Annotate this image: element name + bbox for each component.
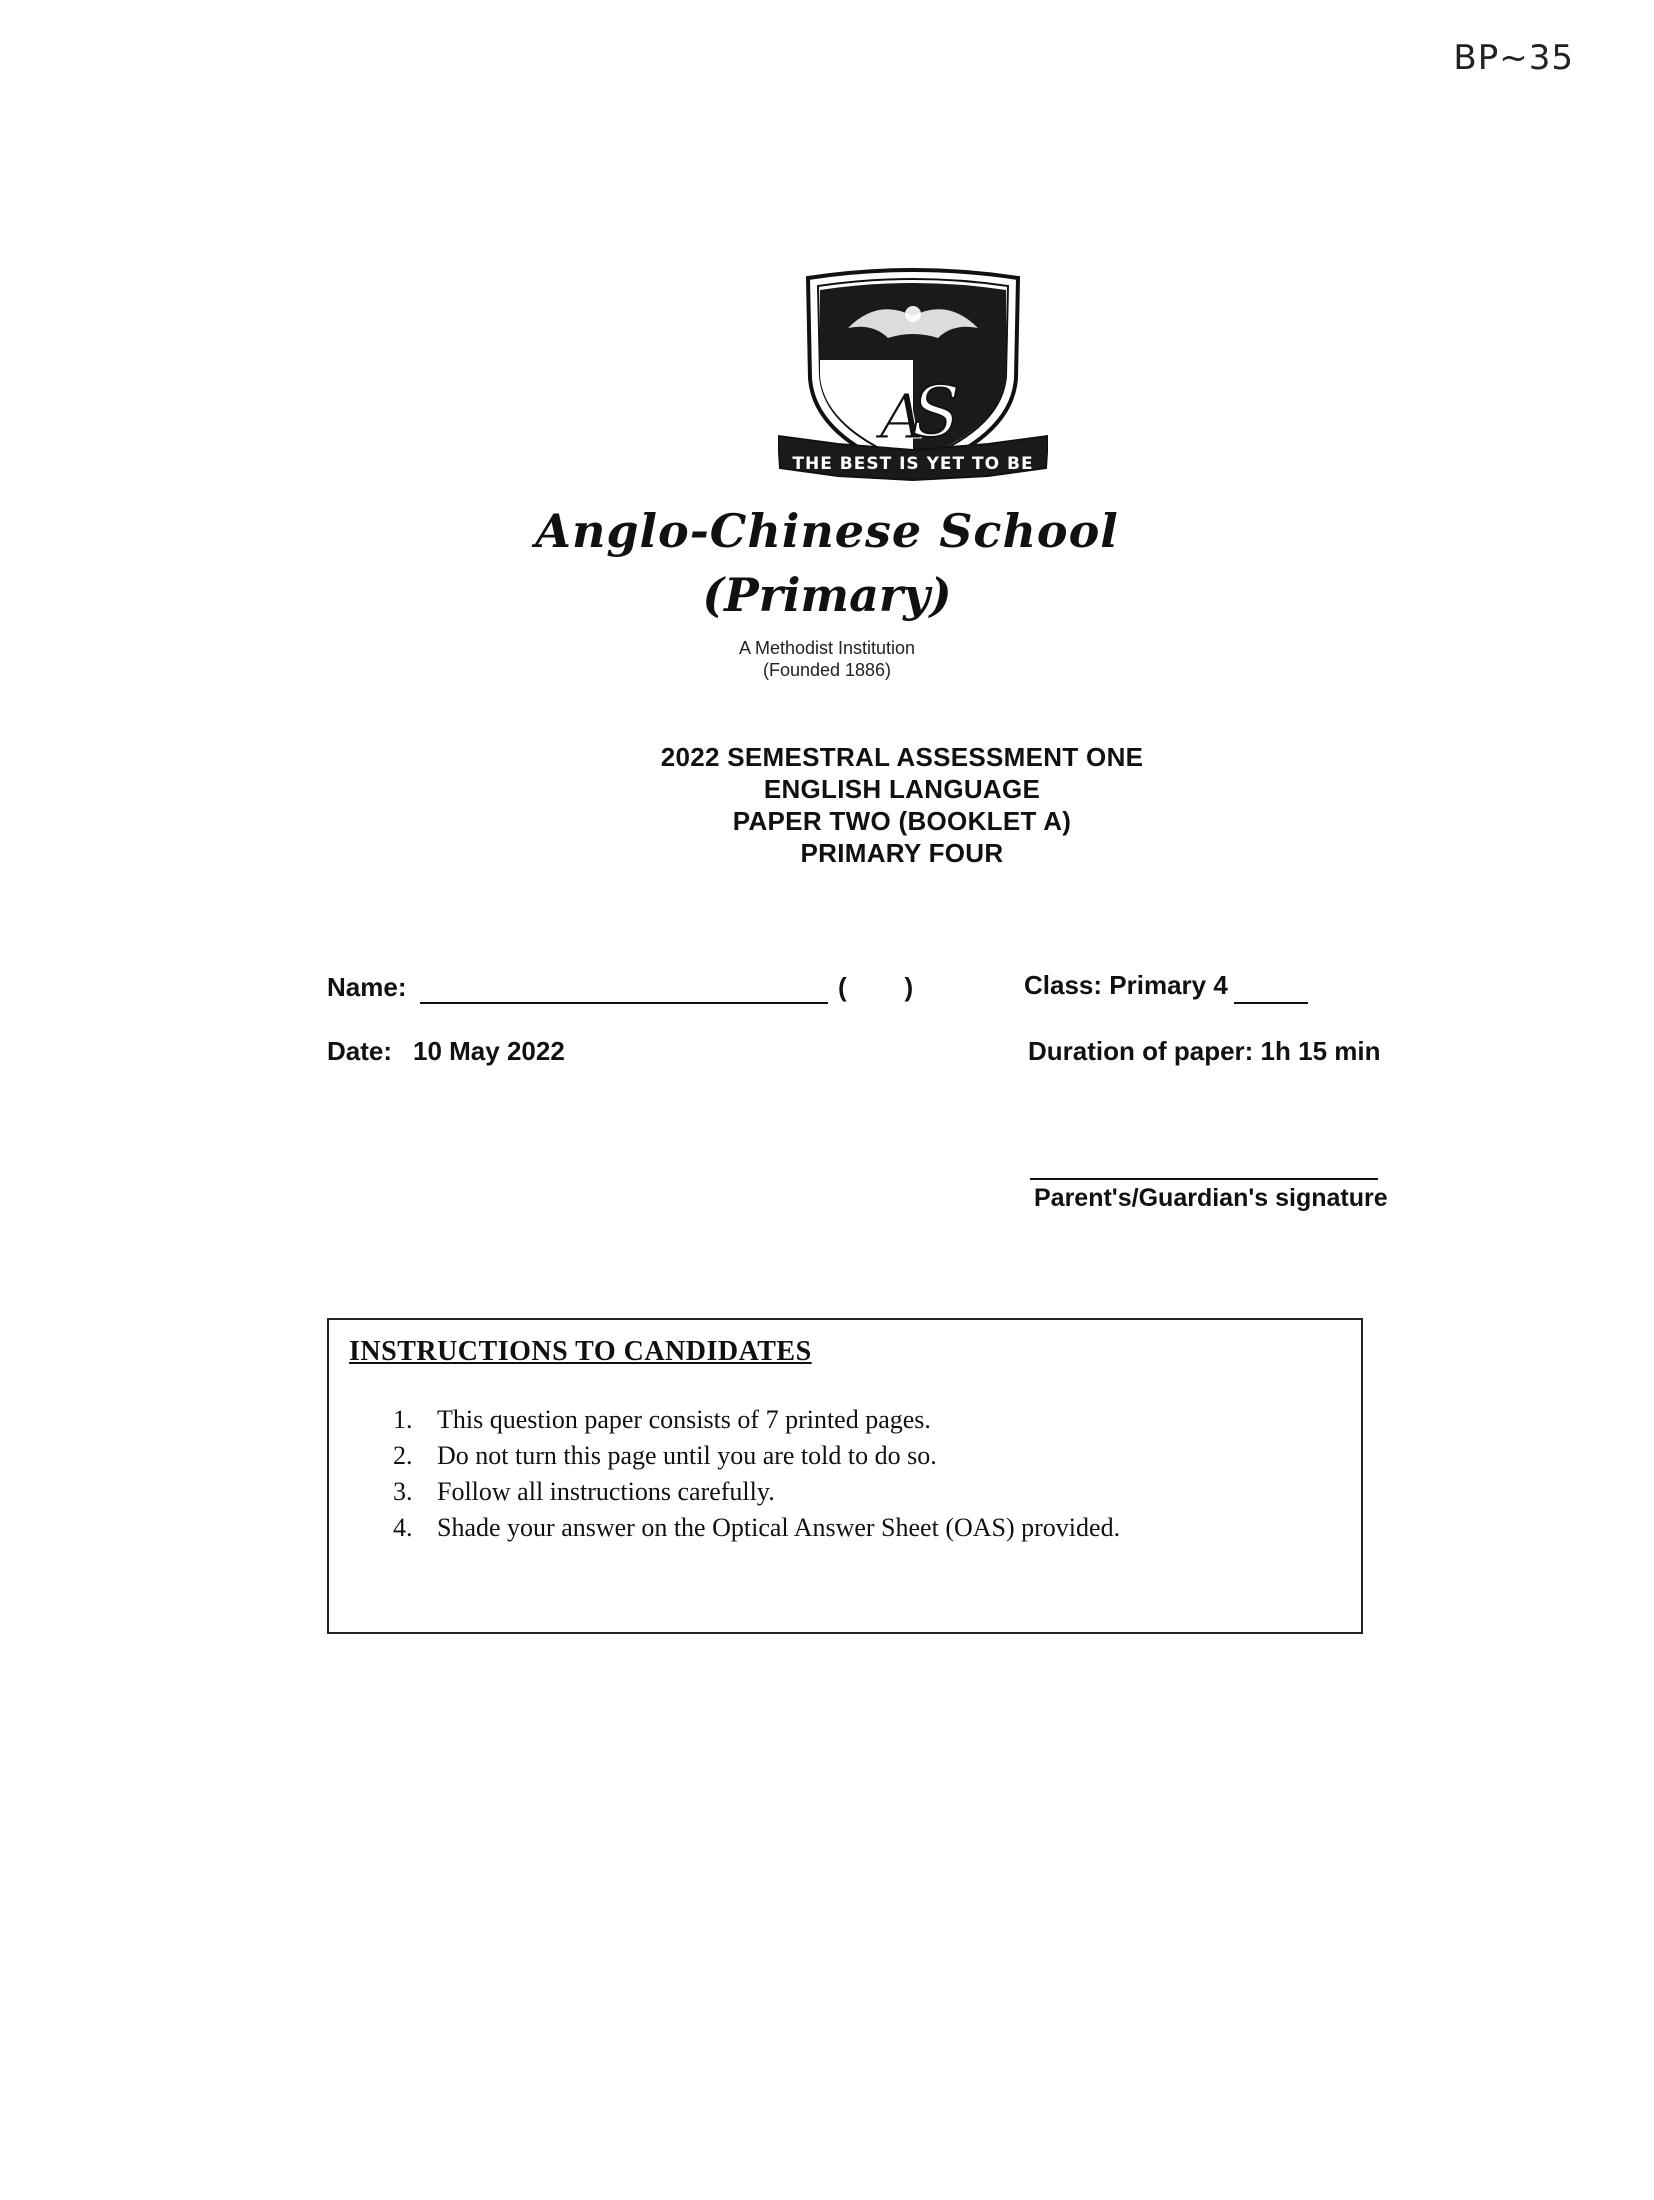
school-name: Anglo-Chinese School: [535, 504, 1119, 558]
crest-monogram: A: [880, 380, 925, 453]
title-line-2: ENGLISH LANGUAGE: [763, 774, 1041, 804]
list-item: [393, 1402, 1120, 1438]
list-item: [393, 1510, 1120, 1546]
signature-label: Parent's/Guardian's signature: [1034, 1184, 1388, 1212]
crest-motto: THE BEST IS YET TO BE: [792, 454, 1034, 474]
list-item: [393, 1438, 1120, 1474]
school-founded: (Founded 1886): [762, 660, 892, 680]
list-item-number: 1.: [393, 1405, 413, 1434]
class-input-line[interactable]: [1234, 1002, 1308, 1004]
index-brackets: ( ): [838, 972, 914, 1002]
duration-label: Duration of paper: 1h 15 min: [1028, 1036, 1381, 1066]
list-item: [393, 1474, 1120, 1510]
class-label: Class: Primary 4: [1024, 970, 1228, 1000]
school-tagline: A Methodist Institution: [738, 638, 916, 658]
title-line-1: 2022 SEMESTRAL ASSESSMENT ONE: [660, 742, 1144, 772]
school-subtitle: (Primary): [702, 568, 952, 622]
list-item-number: 4.: [393, 1513, 413, 1542]
instructions-list: [393, 1402, 1120, 1546]
signature-line[interactable]: [1030, 1178, 1378, 1180]
list-item-number: 2.: [393, 1441, 413, 1470]
list-item-text: Do not turn this page until you are told to do so.: [437, 1441, 937, 1470]
list-item-text: Follow all instructions carefully.: [437, 1477, 775, 1506]
title-line-3: PAPER TWO (BOOKLET A): [732, 806, 1072, 836]
name-input-line[interactable]: [420, 1002, 828, 1004]
title-line-4: PRIMARY FOUR: [800, 838, 1004, 868]
name-label: Name:: [327, 972, 407, 1002]
date-label: Date:: [327, 1036, 393, 1066]
list-item-number: 3.: [393, 1477, 413, 1506]
list-item-text: Shade your answer on the Optical Answer Sheet (OAS) provided.: [437, 1513, 1121, 1542]
date-value: 10 May 2022: [413, 1036, 565, 1066]
instructions-box: [327, 1318, 1363, 1634]
svg-text:S: S: [912, 371, 960, 453]
instructions-heading: INSTRUCTIONS TO CANDIDATES: [349, 1336, 812, 1367]
list-item-text: This question paper consists of 7 printed pages.: [437, 1405, 931, 1434]
school-crest-icon: [778, 268, 1048, 498]
page-code: BP~35: [1453, 38, 1574, 78]
